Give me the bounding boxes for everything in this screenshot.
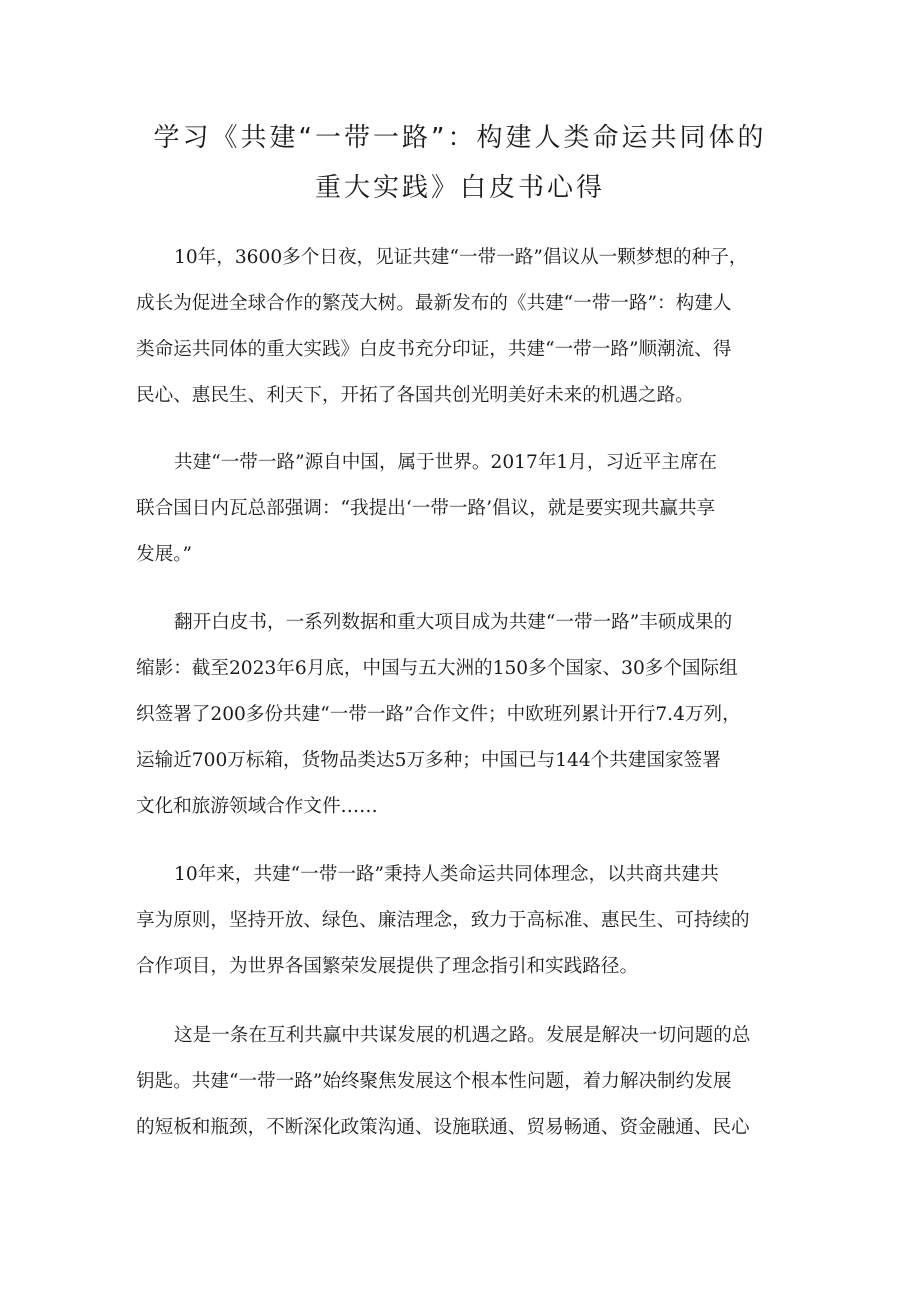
document-title-line-2: 重大实践》白皮书心得 (314, 173, 605, 203)
paragraph-line: 文化和旅游领域合作文件…… (136, 796, 378, 817)
paragraph-5 (136, 1013, 800, 1151)
paragraph-line: 10年，3600多个日夜，见证共建“一带一路”倡议从一颗梦想的种子， (174, 247, 748, 268)
paragraph-line: 这是一条在互利共赢中共谋发展的机遇之路。发展是解决一切问题的总 (174, 1025, 751, 1046)
paragraph-line: 联合国日内瓦总部强调：“我提出‘一带一路’倡议，就是要实现共赢共享 (136, 498, 716, 519)
paragraph-line: 运输近700万标箱，货物品类达5万多种；中国已与144个共建国家签署 (136, 750, 721, 771)
paragraph-line: 钥匙。共建“一带一路”始终聚焦发展这个根本性问题，着力解决制约发展 (136, 1071, 732, 1092)
paragraph-line: 合作项目，为世界各国繁荣发展提供了理念指引和实践路径。 (136, 956, 639, 977)
paragraph-line: 织签署了200多份共建“一带一路”合作文件；中欧班列累计开行7.4万列， (136, 704, 741, 725)
paragraph-line: 翻开白皮书，一系列数据和重大项目成为共建“一带一路”丰硕成果的 (174, 612, 733, 633)
document-title-line-1: 学习《共建“一带一路”：构建人类命运共同体的 (153, 123, 767, 153)
paragraph-line: 缩影：截至2023年6月底，中国与五大洲的150多个国家、30多个国际组 (136, 658, 738, 679)
paragraph-line: 成长为促进全球合作的繁茂大树。最新发布的《共建“一带一路”：构建人 (136, 293, 732, 314)
paragraph-4 (136, 852, 800, 990)
paragraph-line: 民心、惠民生、利天下，开拓了各国共创光明美好未来的机遇之路。 (136, 385, 694, 406)
paragraph-line: 发展。” (136, 544, 192, 565)
paragraph-line: 享为原则，坚持开放、绿色、廉洁理念，致力于高标准、惠民生、可持续的 (136, 910, 750, 931)
paragraph-2 (136, 440, 800, 578)
paragraph-1 (136, 235, 800, 419)
paragraph-line: 类命运共同体的重大实践》白皮书充分印证，共建“一带一路”顺潮流、得 (136, 339, 732, 360)
paragraph-line: 10年来，共建“一带一路”秉持人类命运共同体理念，以共商共建共 (174, 864, 719, 885)
paragraph-line: 的短板和瓶颈，不断深化政策沟通、设施联通、贸易畅通、资金融通、民心 (136, 1117, 750, 1138)
paragraph-3 (136, 600, 800, 830)
paragraph-line: 共建“一带一路”源自中国，属于世界。2017年1月，习近平主席在 (174, 452, 718, 473)
